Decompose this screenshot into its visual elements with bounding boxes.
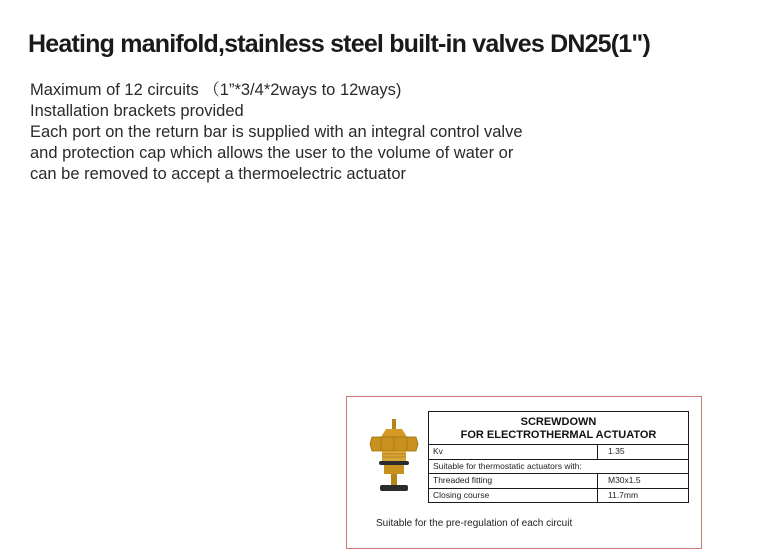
page-title: Heating manifold,stainless steel built-in valves DN25(1") <box>28 30 650 58</box>
spec-value: 1.35 <box>608 446 625 456</box>
spec-row-thread <box>429 473 688 488</box>
spec-value: M30x1.5 <box>608 475 641 485</box>
spec-heading-line: SCREWDOWN <box>520 416 597 428</box>
description-line: Each port on the return bar is supplied with an integral control valve <box>30 123 523 141</box>
spec-box <box>346 396 702 549</box>
spec-heading-line: FOR ELECTROTHERMAL ACTUATOR <box>460 429 657 441</box>
description-line: and protection cap which allows the user to the volume of water or <box>30 144 514 162</box>
spec-row-actuators <box>429 459 688 474</box>
description-line: Maximum of 12 circuits （1”*3/4*2ways to 12ways) <box>30 81 402 99</box>
spec-table-heading <box>429 412 688 444</box>
spec-value: 11.7mm <box>608 489 639 500</box>
spec-key: Threaded fitting <box>429 474 598 488</box>
spec-row-closing <box>429 488 688 503</box>
spec-table <box>428 411 689 503</box>
spec-key: Kv <box>429 445 598 459</box>
valve-insert-icon <box>369 419 419 495</box>
spec-row-kv <box>429 444 688 459</box>
spec-key: Suitable for thermostatic actuators with: <box>433 460 582 471</box>
description-line: can be removed to accept a thermoelectric actuator <box>30 165 407 183</box>
spec-note: Suitable for the pre-regulation of each circuit <box>376 518 573 529</box>
description-line: Installation brackets provided <box>30 102 244 120</box>
description-block <box>30 80 730 185</box>
spec-key: Closing course <box>429 489 598 503</box>
